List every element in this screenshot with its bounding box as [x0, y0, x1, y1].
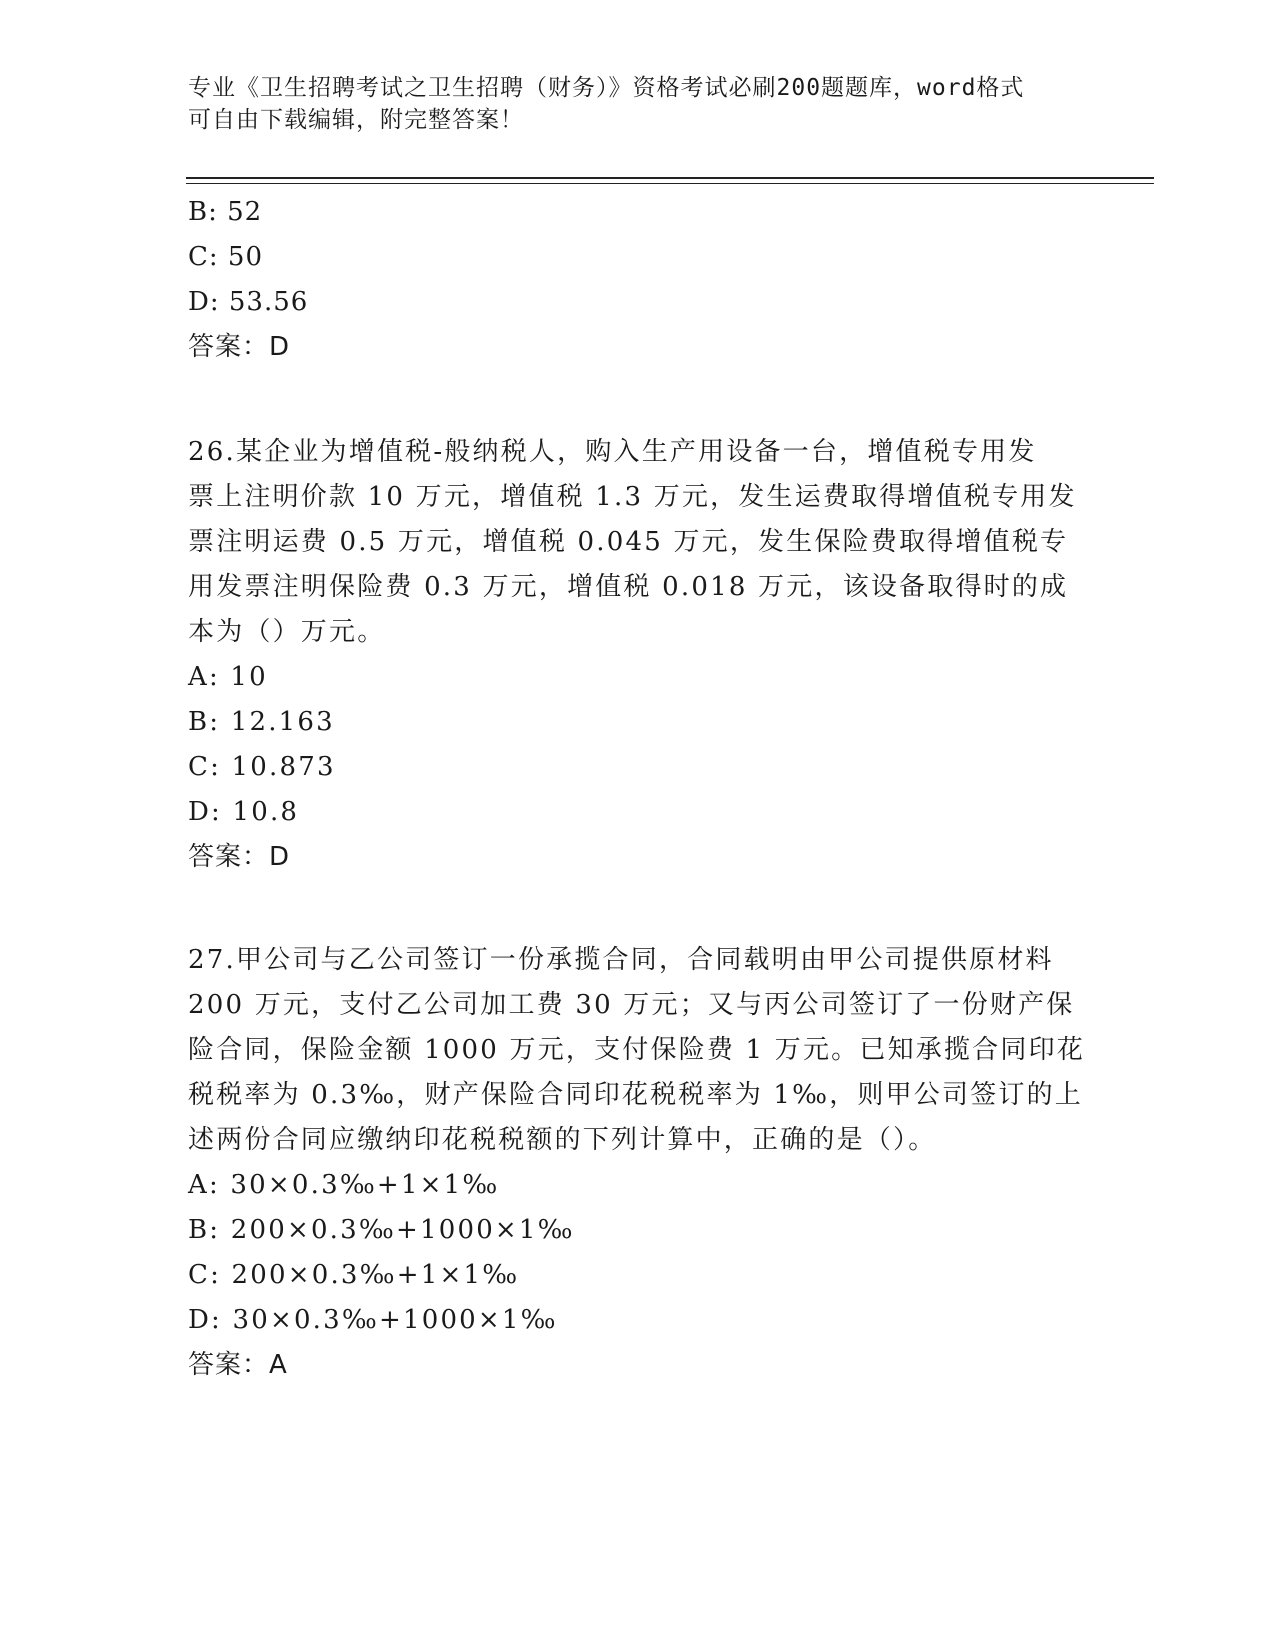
- question-text-line: 票上注明价款 10 万元，增值税 1.3 万元，发生运费取得增值税专用发: [188, 482, 1077, 512]
- question-26: [188, 430, 1088, 880]
- header-rule-thin: [186, 183, 1154, 184]
- question-text-line: 票注明运费 0.5 万元，增值税 0.045 万元，发生保险费取得增值税专: [188, 527, 1069, 557]
- answer-label: 答案：D: [188, 842, 291, 872]
- answer-label: 答案：D: [188, 332, 291, 362]
- document-header: [188, 72, 1068, 136]
- option-a: A: 10: [188, 662, 268, 692]
- option-a: A: 30×0.3‰+1×1‰: [188, 1170, 500, 1200]
- document-body: [188, 190, 1088, 1388]
- question-text-line: 用发票注明保险费 0.3 万元，增值税 0.018 万元，该设备取得时的成: [188, 572, 1069, 602]
- question-text-line: 27.甲公司与乙公司签订一份承揽合同，合同载明由甲公司提供原材料: [188, 945, 1054, 975]
- option-c: C: 10.873: [188, 752, 336, 782]
- question-27: [188, 938, 1088, 1388]
- question-text-line: 税税率为 0.3‰，财产保险合同印花税税率为 1‰，则甲公司签订的上: [188, 1080, 1083, 1110]
- spacer: [188, 370, 1088, 430]
- spacer: [188, 880, 1088, 938]
- question-text-line: 述两份合同应缴纳印花税税额的下列计算中，正确的是（）。: [188, 1125, 937, 1155]
- question-text-line: 本为（）万元。: [188, 617, 386, 647]
- option-b: B: 12.163: [188, 707, 335, 737]
- header-line-2: 可自由下载编辑，附完整答案！: [188, 107, 524, 133]
- question-text-line: 200 万元，支付乙公司加工费 30 万元；又与丙公司签订了一份财产保: [188, 990, 1075, 1020]
- question-text-line: 险合同，保险金额 1000 万元，支付保险费 1 万元。已知承揽合同印花: [188, 1035, 1085, 1065]
- option-d: D: 53.56: [188, 287, 309, 317]
- question-text-line: 26.某企业为增值税-般纳税人，购入生产用设备一台，增值税专用发: [188, 437, 1037, 467]
- header-line-1: 专业《卫生招聘考试之卫生招聘（财务）》资格考试必刷200题题库，word格式: [188, 75, 1025, 101]
- header-rule-thick: [186, 177, 1154, 179]
- question-25-continued: [188, 190, 1088, 370]
- option-c: C: 50: [188, 242, 264, 272]
- option-b: B: 200×0.3‰+1000×1‰: [188, 1215, 575, 1245]
- answer-label: 答案：A: [188, 1350, 288, 1380]
- option-d: D: 10.8: [188, 797, 300, 827]
- option-d: D: 30×0.3‰+1000×1‰: [188, 1305, 558, 1335]
- option-c: C: 200×0.3‰+1×1‰: [188, 1260, 520, 1290]
- option-b: B: 52: [188, 197, 263, 227]
